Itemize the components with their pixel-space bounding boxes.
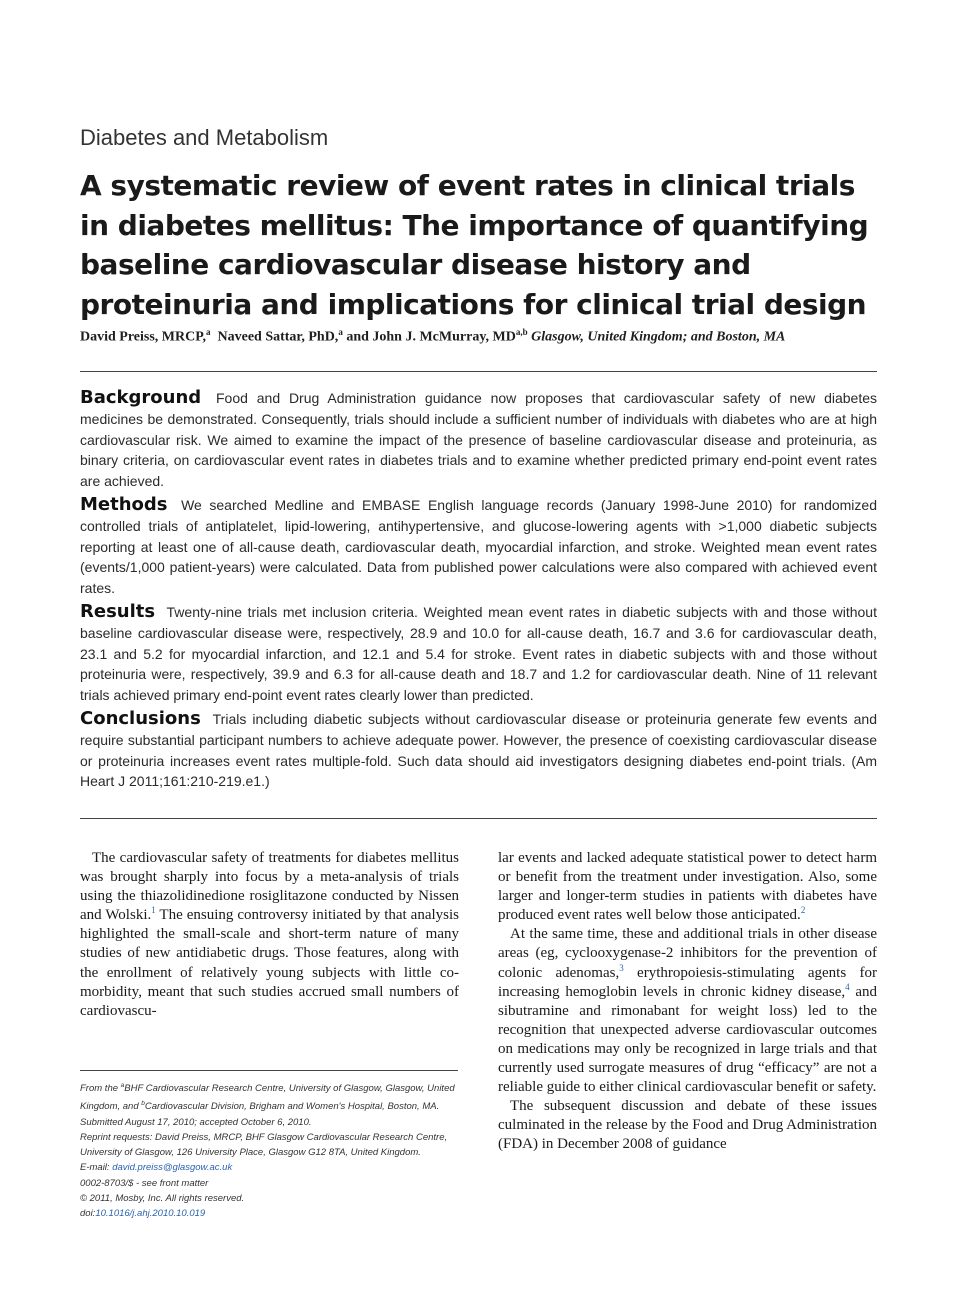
affiliation-marker: a [338, 327, 343, 337]
abstract-text: Food and Drug Administration guidance now proposes that cardiovascular safety of new diabetes medicines be demonstrated. Consequently, trials should include a sufficient number of individuals with diabetes who are at high cardiovascular risk. We aimed to examine the impact of the presence of baseline cardiovascular disease and proteinuria, as binary criteria, on cardiovascular event rates in diabetes trials and to examine whether predicted primary end-point event rates are achieved. [80, 390, 877, 490]
abstract-results [80, 602, 877, 706]
reference-link[interactable]: 4 [845, 981, 850, 992]
section-label: Diabetes and Metabolism [80, 125, 329, 150]
footnote-email [80, 1160, 460, 1175]
footnote-copyright: © 2011, Mosby, Inc. All rights reserved. [80, 1192, 245, 1204]
body-paragraph [498, 925, 877, 1097]
body-text: and sibutramine and rimonabant for weight loss) led to the recognition that unexpected adverse cardiovascular outcomes on medications may only be recognized in large trials and that currently used surrogate measures of drug “efficacy” are not a reliable guide to either clinical cardiovascular benefit or safety. [498, 983, 877, 1096]
body-paragraph [80, 849, 459, 1021]
author-conjunction: and [346, 329, 369, 345]
footnote-text: Kingdom, and [80, 1101, 142, 1113]
body-paragraph: The subsequent discussion and debate of these issues culminated in the release by the Food and Drug Administration (FDA) in December 2008 of guidance [498, 1098, 877, 1153]
footnote-text: BHF Cardiovascular Research Centre, University of Glasgow, Glasgow, United [124, 1083, 455, 1095]
body-column-left [80, 849, 459, 1021]
abstract-text: Trials including diabetic subjects without cardiovascular disease or proteinuria generate few events and require substantial participant numbers to achieve adequate power. However, the presence of coexisting cardiovascular disease or proteinuria increases event rates multiple-fold. Such data should aid investigators designing diabetes end-point trials. (Am Heart J 2011;161:210-219.e1.) [80, 710, 878, 790]
abstract-heading: Conclusions [80, 707, 201, 729]
author-affiliation: Glasgow, United Kingdom; and Boston, MA [531, 329, 786, 345]
body-text: erythropoiesis-stimulating agents for increasing hemoglobin levels in chronic kidney disease, [498, 964, 877, 1000]
footnote-text: doi: [80, 1207, 96, 1219]
footnote-issn: 0002-8703/$ - see front matter [80, 1177, 209, 1189]
footnote-text: Cardiovascular Division, Brigham and Women's Hospital, Boston, MA. [144, 1101, 440, 1113]
article-title: A systematic review of event rates in clinical trials in diabetes mellitus: The importance of quantifying baseline cardiovascular disease history and proteinuria and implications for clinical trial design [80, 169, 869, 321]
body-column-right [498, 849, 877, 1155]
body-text: The cardiovascular safety of treatments for diabetes mellitus was brought sharply into focus by a meta-analysis of trials using the thiazolidinedione rosiglitazone conducted by Nissen and Wolski. [80, 850, 459, 924]
footnote-submitted: Submitted August 17, 2010; accepted October 6, 2010. [80, 1116, 312, 1128]
reference-link[interactable]: 2 [800, 905, 806, 916]
affiliation-marker: b [141, 1100, 145, 1108]
body-text: The ensuing controversy initiated by that analysis highlighted the small-scale and short-term nature of many studies of new antidiabetic drugs. Those features, along with the enrollment of relatively young subjects with little co-morbidity, meant that such studies accrued small numbers of cardiovascu- [80, 907, 459, 1019]
footnote-doi [80, 1206, 460, 1221]
abstract-top-rule [80, 371, 877, 372]
footnote-reprint: Reprint requests: David Preiss, MRCP, BHF Glasgow Cardiovascular Research Centre, [80, 1131, 448, 1143]
author-name: Naveed Sattar, PhD, [217, 329, 339, 345]
footnotes [80, 1078, 460, 1221]
abstract-text: We searched Medline and EMBASE English language records (January 1998-June 2010) for randomized controlled trials of antiplatelet, lipid-lowering, antihypertensive, and glucose-lowering agents with >1,000 diabetic subjects reporting at least one of all-cause death, cardiovascular death, myocardial infarction, and stroke. Weighted mean event rates (events/1,000 patient-years) were calculated. Data from published power calculations were also compared with achieved event rates. [80, 496, 877, 597]
abstract-methods [80, 495, 877, 599]
doi-link[interactable]: 10.1016/j.ahj.2010.10.019 [95, 1207, 206, 1219]
abstract-heading: Results [80, 600, 156, 622]
body-text: At the same time, these and additional trials in other disease areas (eg, cyclooxygenase-2 inhibitors for the prevention of colonic adenomas, [498, 926, 877, 981]
footnote-text: E-mail: [80, 1162, 113, 1174]
footnote-text: From the [80, 1083, 121, 1095]
author-name: John J. McMurray, MD [372, 329, 516, 345]
footnote-rule [80, 1070, 458, 1071]
affiliation-marker: a [120, 1082, 125, 1089]
footnote-line [80, 1078, 460, 1096]
author-name: David Preiss, MRCP, [80, 329, 206, 345]
email-link[interactable]: david.preiss@glasgow.ac.uk [112, 1162, 233, 1174]
reference-link[interactable]: 1 [151, 905, 156, 916]
abstract-heading: Methods [80, 493, 168, 515]
affiliation-marker: a [206, 327, 211, 337]
footnote-address: University of Glasgow, 126 University Place, Glasgow G12 8TA, United Kingdom. [80, 1147, 421, 1159]
body-text: lar events and lacked adequate statistical power to detect harm or benefit from the treatment under investigation. Also, some larger and longer-term studies in patients with diabetes have produced event rates well below those anticipated. [498, 850, 877, 924]
reference-link[interactable]: 3 [619, 962, 624, 973]
body-paragraph [498, 849, 877, 925]
abstract-bottom-rule [80, 818, 877, 819]
author-line [80, 327, 880, 346]
abstract-text: Twenty-nine trials met inclusion criteria. Weighted mean event rates in diabetic subjects with and those without baseline cardiovascular disease were, respectively, 28.9 and 10.0 for all-cause death, 16.7 and 3.6 for cardiovascular death, 23.1 and 5.2 for myocardial infarction, and 12.1 and 5.4 for stroke. Event rates in diabetic subjects with and those without proteinuria were, respectively, 39.9 and 6.3 for all-cause death and 18.7 and 1.2 for cardiovascular death. Nine of 11 relevant trials achieved primary end-point event rates clearly lower than predicted. [80, 603, 877, 704]
footnote-line [80, 1096, 460, 1114]
affiliation-marker: a,b [515, 327, 528, 337]
abstract-heading: Background [80, 387, 202, 408]
abstract-background [80, 388, 877, 492]
abstract-conclusions [80, 709, 877, 792]
abstract [80, 388, 877, 795]
